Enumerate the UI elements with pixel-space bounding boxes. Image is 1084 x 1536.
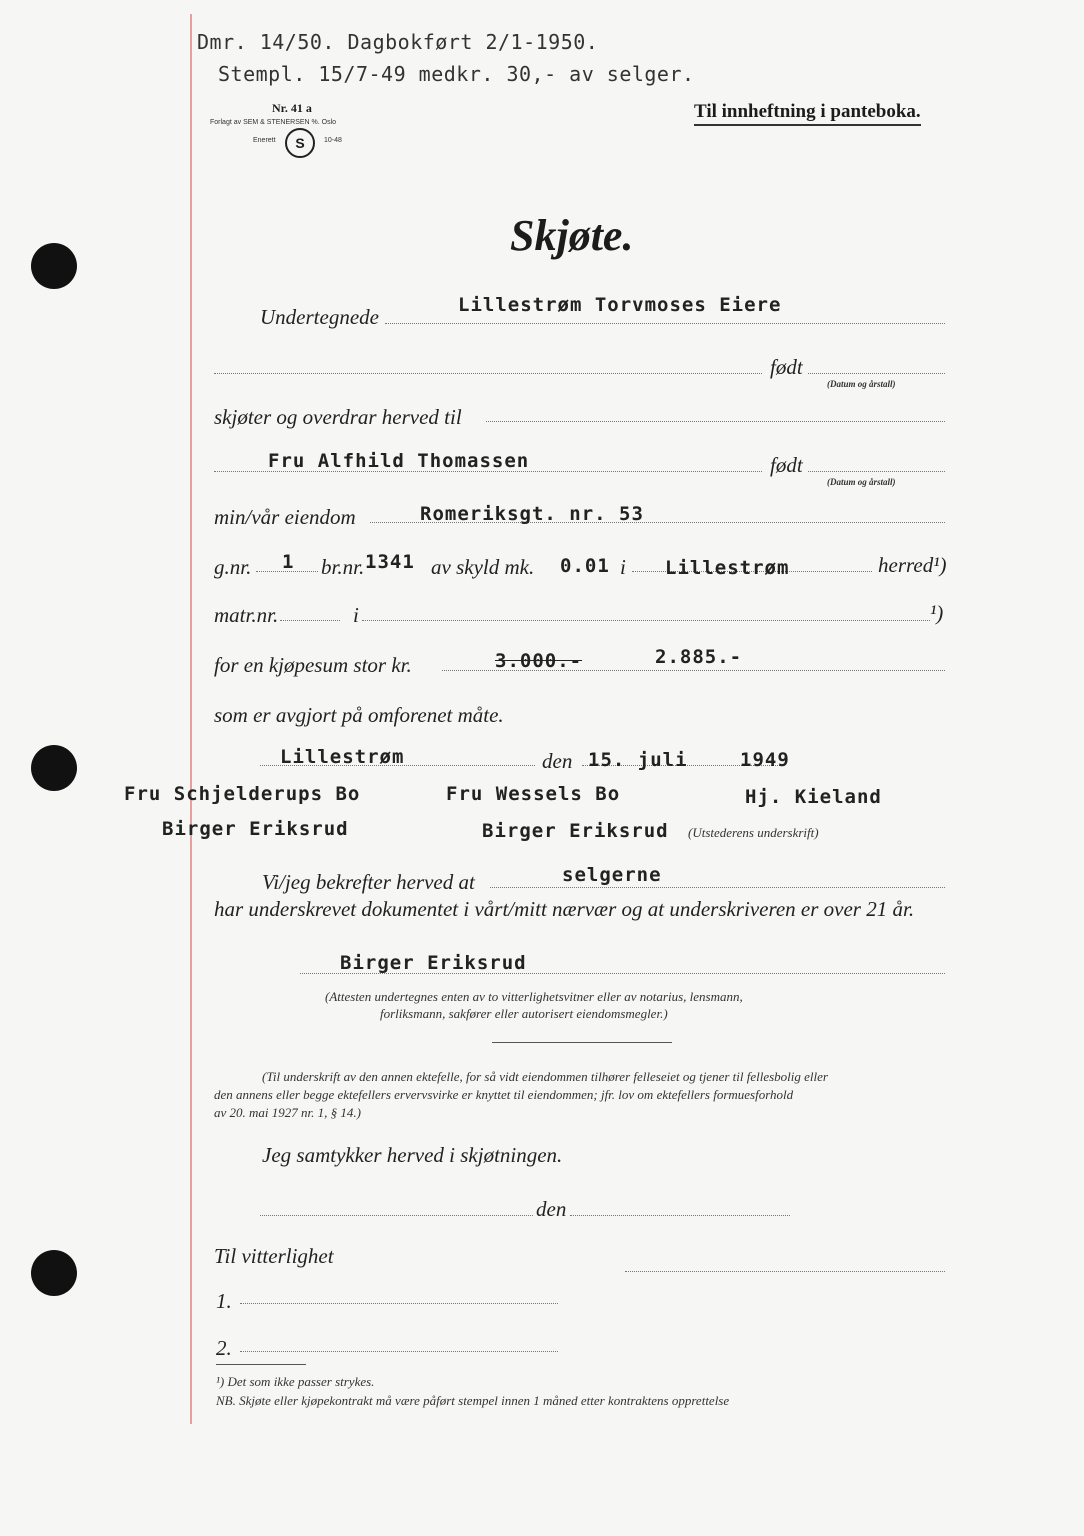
registration-line-1: Dmr. 14/50. Dagbokført 2/1-1950.	[197, 30, 599, 54]
gnr-value: 1	[282, 551, 295, 573]
undertegnede-label: Undertegnede	[260, 305, 379, 329]
form-number: Nr. 41 a	[272, 101, 312, 115]
i-label: i	[620, 555, 626, 579]
matr-i: i	[353, 603, 359, 627]
witness-2-label: 2.	[216, 1336, 232, 1360]
attest-note-2: forliksmann, sakfører eller autorisert eiendomsmegler.)	[380, 1006, 668, 1021]
witness-1-line	[240, 1303, 558, 1304]
punch-hole	[31, 243, 77, 289]
attest-line-2: har underskrevet dokumentet i vårt/mitt nærvær og at underskriveren er over 21 år.	[214, 897, 915, 921]
spouse-note-2: den annens eller begge ektefellers ervervsvirke er knyttet til eiendommen; jfr. lov om ektefellers formuesforhold	[214, 1087, 794, 1102]
buyer-line	[214, 471, 762, 472]
spouse-note-1: (Til underskrift av den annen ektefelle, for så vidt eiendommen tilhører felleseiet og tjener til fellesbolig eller	[262, 1069, 828, 1084]
eiendom-label: min/vår eiendom	[214, 505, 356, 529]
signing-date: 15. juli	[588, 749, 688, 771]
separator-line	[492, 1042, 672, 1043]
spouse-den: den	[536, 1197, 567, 1221]
kjopesum-label: for en kjøpesum stor kr.	[214, 653, 412, 677]
place-line	[260, 765, 535, 766]
skjoter-label: skjøter og overdrar herved til	[214, 405, 462, 429]
spouse-note-3: av 20. mai 1927 nr. 1, § 14.)	[214, 1105, 361, 1120]
matr-note: ¹)	[930, 601, 944, 625]
footnote-separator	[216, 1364, 306, 1365]
gnr-label: g.nr.	[214, 555, 252, 579]
margin-line	[190, 14, 192, 1424]
seller-birth-line	[214, 373, 762, 374]
signature-2: Fru Wessels Bo	[446, 783, 621, 805]
skyld-value: 0.01	[560, 555, 610, 577]
datum-note: (Datum og årstall)	[827, 379, 896, 389]
document-title: Skjøte.	[510, 211, 634, 260]
form-publisher: Forlagt av SEM & STENERSEN %. Oslo	[210, 119, 337, 126]
signing-place: Lillestrøm	[280, 746, 405, 768]
brnr-label: br.nr.	[321, 555, 365, 579]
attest-value: selgerne	[562, 864, 662, 886]
witness-line	[300, 973, 945, 974]
vitterlighet-label: Til vitterlighet	[214, 1244, 334, 1268]
datum-note-2: (Datum og årstall)	[827, 477, 896, 487]
kjopesum-value: 2.885.-	[655, 646, 743, 668]
seller-birth-date-line	[808, 373, 945, 374]
fodt-label: født	[770, 355, 803, 379]
matr-line	[280, 620, 340, 621]
herred-label: herred¹)	[878, 553, 947, 577]
undertegnede-value: Lillestrøm Torvmoses Eiere	[458, 294, 782, 316]
eiendom-value: Romeriksgt. nr. 53	[420, 503, 644, 525]
attest-label: Vi/jeg bekrefter herved at	[262, 870, 475, 894]
attest-note-1: (Attesten undertegnes enten av to vitterlighetsvitner eller av notarius, lensmann,	[325, 989, 743, 1004]
matr-herred-line	[362, 620, 930, 621]
signature-3: Hj. Kieland	[745, 786, 882, 808]
undertegnede-line	[385, 323, 945, 324]
herred-value: Lillestrøm	[665, 557, 790, 579]
punch-hole	[31, 745, 77, 791]
signature-5: Birger Eriksrud	[482, 820, 669, 842]
attest-witness: Birger Eriksrud	[340, 952, 527, 974]
spouse-consent: Jeg samtykker herved i skjøtningen.	[262, 1143, 563, 1167]
spouse-signature-line	[625, 1271, 945, 1272]
punch-hole	[31, 1250, 77, 1296]
header-right: Til innheftning i panteboka.	[694, 101, 921, 126]
signing-year: 1949	[740, 749, 790, 771]
footnote-2: NB. Skjøte eller kjøpekontrakt må være påført stempel innen 1 måned etter kontraktens opprettelse	[216, 1393, 730, 1408]
buyer-value: Fru Alfhild Thomassen	[268, 450, 530, 472]
skyld-label: av skyld mk.	[431, 555, 535, 579]
spouse-place-line	[260, 1215, 533, 1216]
signature-4: Birger Eriksrud	[162, 818, 349, 840]
form-edition: 10-48	[324, 137, 342, 144]
kjopesum-struck: 3.000.-	[495, 650, 583, 672]
matr-label: matr.nr.	[214, 603, 279, 627]
brnr-value: 1341	[365, 551, 415, 573]
fodt-label-2: født	[770, 453, 803, 477]
avgjort-text: som er avgjort på omforenet måte.	[214, 703, 504, 727]
publisher-logo: S	[285, 128, 315, 158]
registration-line-2: Stempl. 15/7-49 medkr. 30,- av selger.	[218, 62, 695, 86]
signature-1: Fru Schjelderups Bo	[124, 783, 361, 805]
witness-1-label: 1.	[216, 1289, 232, 1313]
buyer-birth-date-line	[808, 471, 945, 472]
attest-line	[490, 887, 945, 888]
witness-2-line	[240, 1351, 558, 1352]
footnote-1: ¹) Det som ikke passer strykes.	[216, 1374, 375, 1389]
skjoter-line	[486, 421, 945, 422]
utsteder-note: (Utstederens underskrift)	[688, 825, 819, 840]
form-rights: Enerett	[253, 137, 276, 144]
den-label: den	[542, 749, 573, 773]
spouse-date-line	[570, 1215, 790, 1216]
